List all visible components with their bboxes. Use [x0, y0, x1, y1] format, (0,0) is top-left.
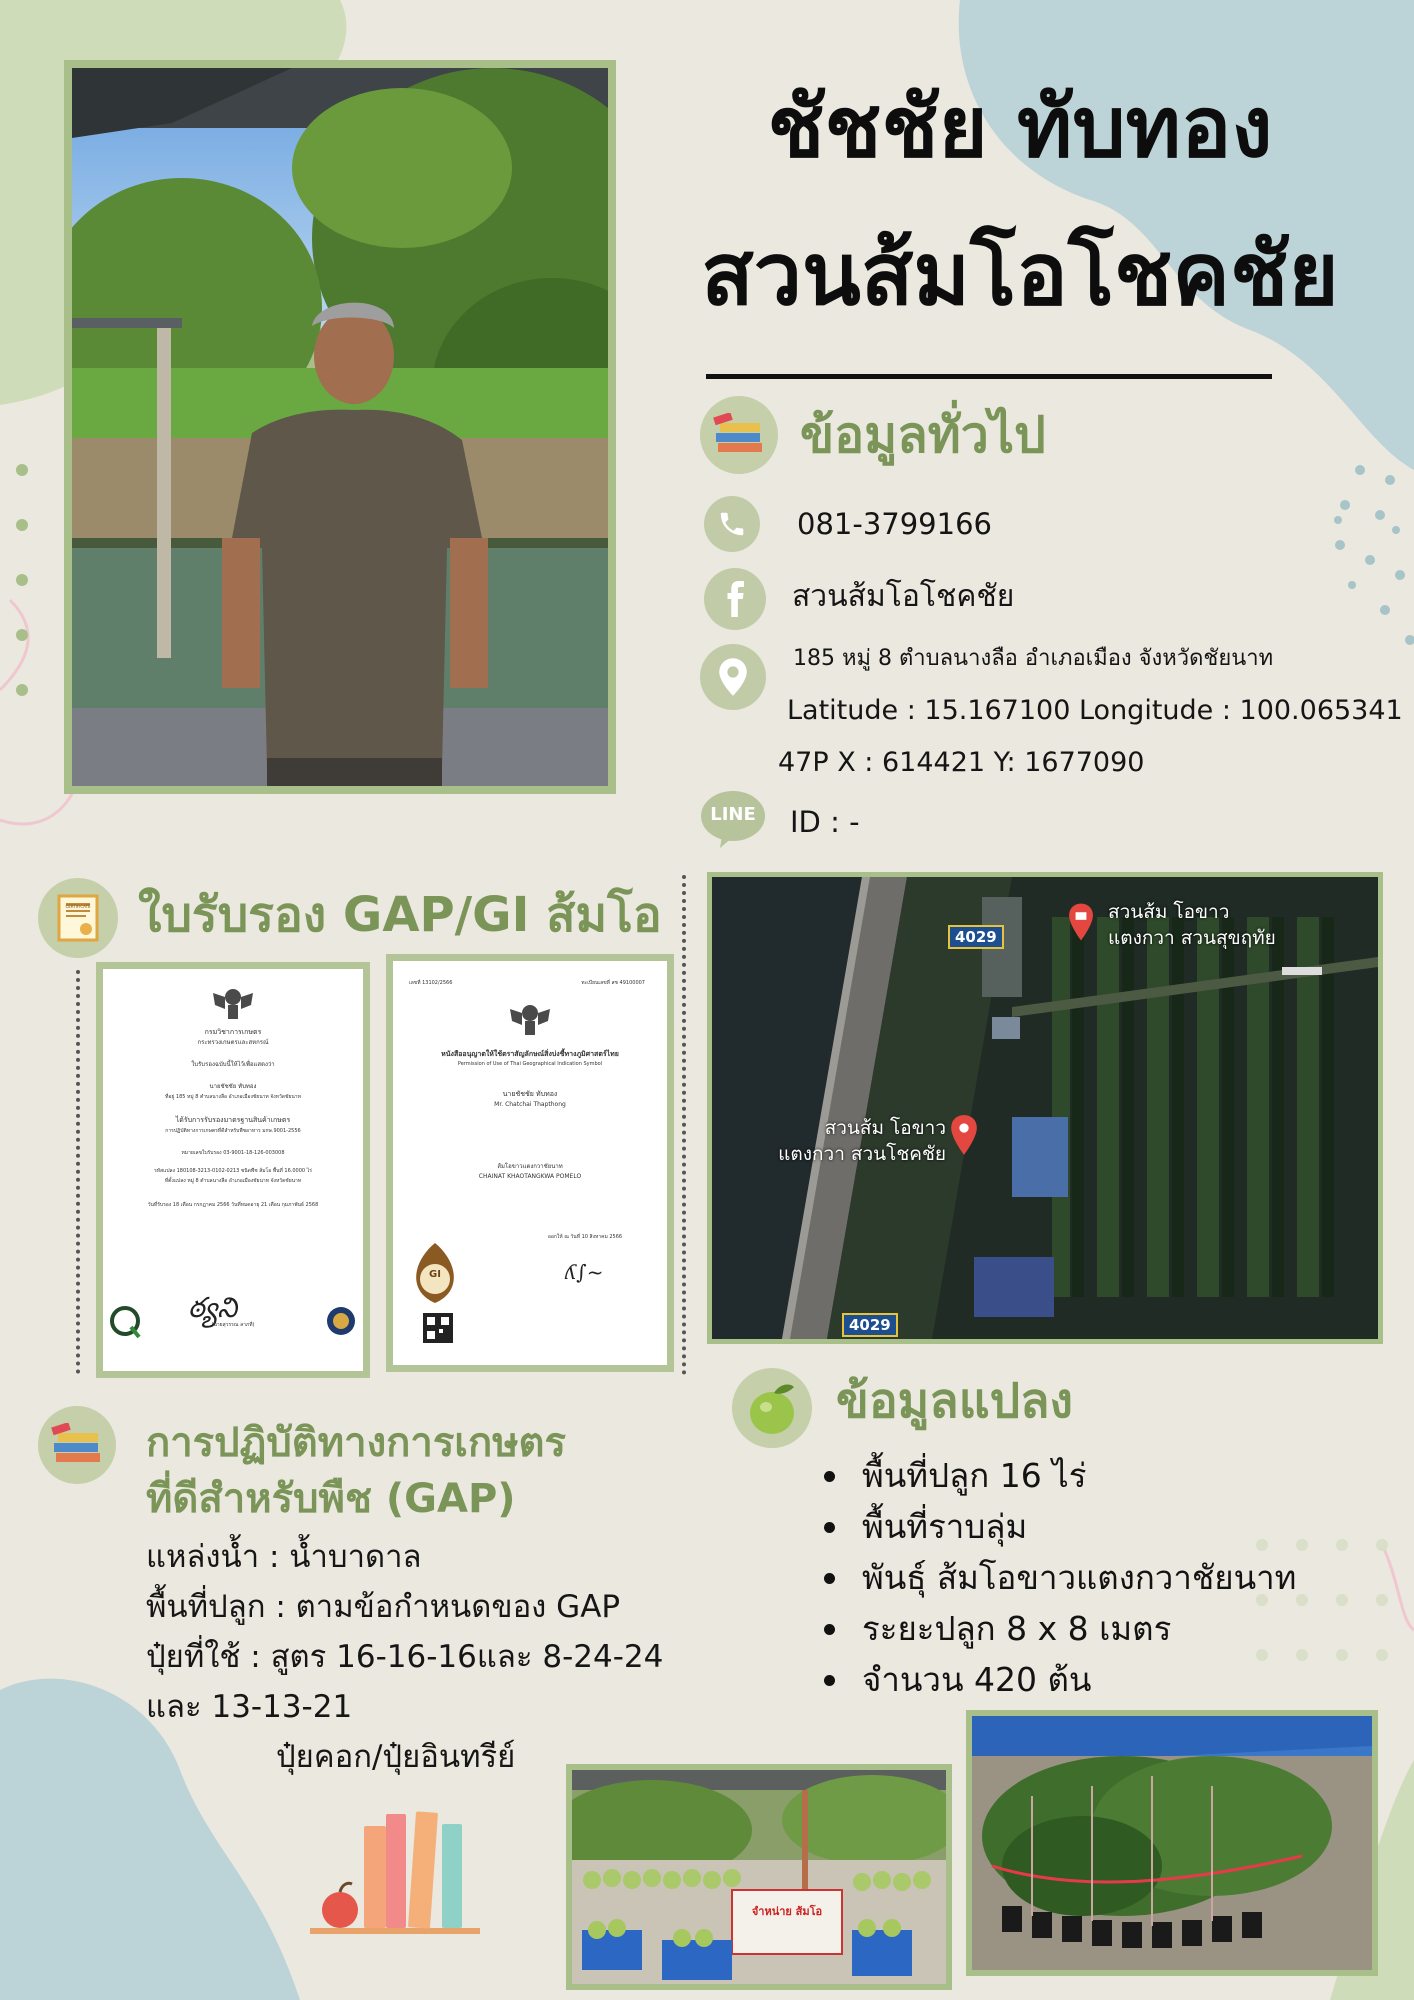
cert1-l7: รหัสแปลง 180108-3213-0102-0213 ชนิดพืช ส้มโอ พื้นที่ 16.0000 ไร่ [154, 1168, 312, 1174]
pomelo-icon [732, 1368, 812, 1448]
gap-details [146, 1532, 663, 1782]
line-id: ID : - [790, 805, 860, 839]
cert1-sign: (นายสุวรรณ ลาภที่) [211, 1322, 255, 1328]
general-heading: ข้อมูลทั่วไป [800, 406, 1046, 464]
gap-certificate-paper [103, 969, 363, 1371]
gi-letters: GI [429, 1269, 441, 1280]
cert2-date: ออกให้ ณ วันที่ 10 สิงหาคม 2566 [547, 1234, 623, 1240]
map-pin-icon-1[interactable] [1068, 903, 1094, 941]
owner-name: ชัชชัย ทับทอง [767, 78, 1273, 176]
line-icon [700, 790, 766, 848]
farmer-photo [72, 68, 608, 786]
fruit-stall-photo [572, 1770, 946, 1984]
seedlings-photo [972, 1716, 1372, 1970]
map-label-1-line1: สวนส้ม โอขาว [1108, 901, 1230, 923]
farmer-photo-frame [64, 60, 616, 794]
cert2-title-en: Permission of Use of Thai Geographical Indication Symbol [457, 1061, 603, 1067]
facebook-icon[interactable] [704, 568, 766, 630]
gap-heading-line2: ที่ดีสำหรับพืช (GAP) [146, 1476, 516, 1522]
map-label-1-line2: แตงกวา สวนสุขฤทัย [1108, 927, 1276, 949]
fruit-stall-photo-frame [566, 1764, 952, 1990]
road-number-top: 4029 [955, 928, 997, 946]
cert2-title-th: หนังสืออนุญาตให้ใช้ตราสัญลักษณ์สิ่งบ่งชี้ทางภูมิศาสตร์ไทย [441, 1050, 619, 1058]
phone-number: 081-3799166 [797, 507, 992, 541]
location-pin-icon [700, 644, 766, 710]
cert1-org1: กรมวิชาการเกษตร [204, 1028, 262, 1036]
plot-item: ระยะปลูก 8 x 8 เมตร [820, 1603, 1296, 1654]
cert1-l6: หมายเลขใบรับรอง 03-9001-18-126-003008 [181, 1150, 285, 1156]
certificate-icon [38, 878, 118, 958]
gap-fertilizer-1: ปุ๋ยที่ใช้ : สูตร 16-16-16และ 8-24-24 [146, 1639, 664, 1675]
certificate-icon-text: CERTIFICATE [65, 904, 91, 909]
map-label-2-line2: แตงกวา สวนโชคชัย [778, 1143, 946, 1165]
lat-long: Latitude : 15.167100 Longitude : 100.065341 [787, 695, 1403, 726]
books-illustration [310, 1806, 480, 1936]
utm-coordinates: 47P X : 614421 Y: 1677090 [778, 747, 1145, 778]
cert1-org2: กระทรวงเกษตรและสหกรณ์ [197, 1039, 269, 1046]
cert1-l4: ได้รับการรับรองมาตรฐานสินค้าเกษตร [175, 1116, 291, 1124]
title-divider [706, 374, 1272, 379]
cert2-reg: ทะเบียนเลขที่ สช 49100007 [581, 980, 645, 986]
plot-item: จำนวน 420 ต้น [820, 1654, 1296, 1705]
satellite-map-frame[interactable] [707, 872, 1383, 1344]
gap-area: พื้นที่ปลูก : ตามข้อกำหนดของ GAP [146, 1589, 621, 1625]
books-icon-2 [38, 1406, 116, 1484]
cert2-product-th: ส้มโอขาวแตงกวาชัยนาท [497, 1163, 563, 1170]
gap-certificate [96, 962, 370, 1378]
books-icon [700, 396, 778, 474]
svg-text:ʎ∫~: ʎ∫~ [565, 1260, 604, 1284]
plot-item: พันธุ์ ส้มโอขาวแตงกวาชัยนาท [820, 1552, 1296, 1603]
cert-right-divider [682, 875, 686, 1375]
cert2-no: เลขที่ 13102/2566 [409, 980, 453, 986]
satellite-map[interactable] [712, 877, 1378, 1339]
cert1-l3: ที่อยู่ 185 หมู่ 8 ตำบลนางลือ อำเภอเมืองชัยนาท จังหวัดชัยนาท [165, 1094, 301, 1100]
svg-text:ఠ్యని: ఠ్యని [188, 1291, 238, 1324]
certificates-heading: ใบรับรอง GAP/GI ส้มโอ [138, 887, 662, 943]
gap-heading-line1: การปฏิบัติทางการเกษตร [146, 1420, 567, 1466]
stall-sign-text: จำหน่าย ส้มโอ [751, 1905, 823, 1918]
gap-fertilizer-2: และ 13-13-21 [146, 1689, 353, 1725]
cert2-name-th: นายชัชชัย ทับทอง [502, 1090, 558, 1098]
cert2-name-en: Mr. Chatchai Thapthong [494, 1101, 566, 1108]
cert-left-divider [76, 970, 80, 1374]
map-label-1 [1108, 899, 1276, 951]
cert1-l2: นายชัชชัย ทับทอง [209, 1083, 257, 1090]
road-shield-top [948, 925, 1004, 949]
plot-item: พื้นที่ราบลุ่ม [820, 1501, 1296, 1552]
cert1-l8: ที่ตั้งแปลง หมู่ 8 ตำบลนางลือ อำเภอเมืองชัยนาท จังหวัดชัยนาท [164, 1178, 302, 1184]
farm-title: สวนส้มโอโชคชัย [701, 225, 1339, 325]
gap-water: แหล่งน้ำ : น้ำบาดาล [146, 1539, 422, 1575]
map-pin-icon-2[interactable] [950, 1115, 978, 1155]
gi-certificate-paper [393, 961, 667, 1365]
facebook-page[interactable]: สวนส้มโอโชคชัย [792, 579, 1015, 614]
phone-icon [704, 496, 760, 552]
cert1-l5: การปฏิบัติทางการเกษตรที่ดีสำหรับพืชอาหาร มกษ.9001-2556 [165, 1128, 301, 1134]
map-label-2-line1: สวนส้ม โอขาว [824, 1117, 946, 1139]
cert1-l1: ใบรับรองฉบับนี้ให้ไว้เพื่อแสดงว่า [191, 1061, 275, 1068]
seedlings-photo-frame [966, 1710, 1378, 1976]
cert2-product-en: CHAINAT KHAOTANGKWA POMELO [478, 1173, 582, 1180]
address: 185 หมู่ 8 ตำบลนางลือ อำเภอเมือง จังหวัดชัยนาท [793, 646, 1274, 671]
road-number-bottom: 4029 [849, 1316, 891, 1334]
road-shield-bottom [842, 1313, 898, 1337]
map-label-2 [770, 1115, 946, 1167]
plot-heading: ข้อมูลแปลง [836, 1373, 1073, 1429]
cert1-l9: วันที่รับรอง 18 เดือน กรกฎาคม 2566 วันที่หมดอายุ 21 เดือน กุมภาพันธ์ 2568 [147, 1202, 319, 1208]
plot-item: พื้นที่ปลูก 16 ไร่ [820, 1450, 1296, 1501]
plot-details-list [820, 1450, 1296, 1705]
gi-certificate [386, 954, 674, 1372]
gap-fertilizer-3: ปุ๋ยคอก/ปุ๋ยอินทรีย์ [276, 1739, 516, 1775]
line-badge: LINE [710, 804, 756, 825]
